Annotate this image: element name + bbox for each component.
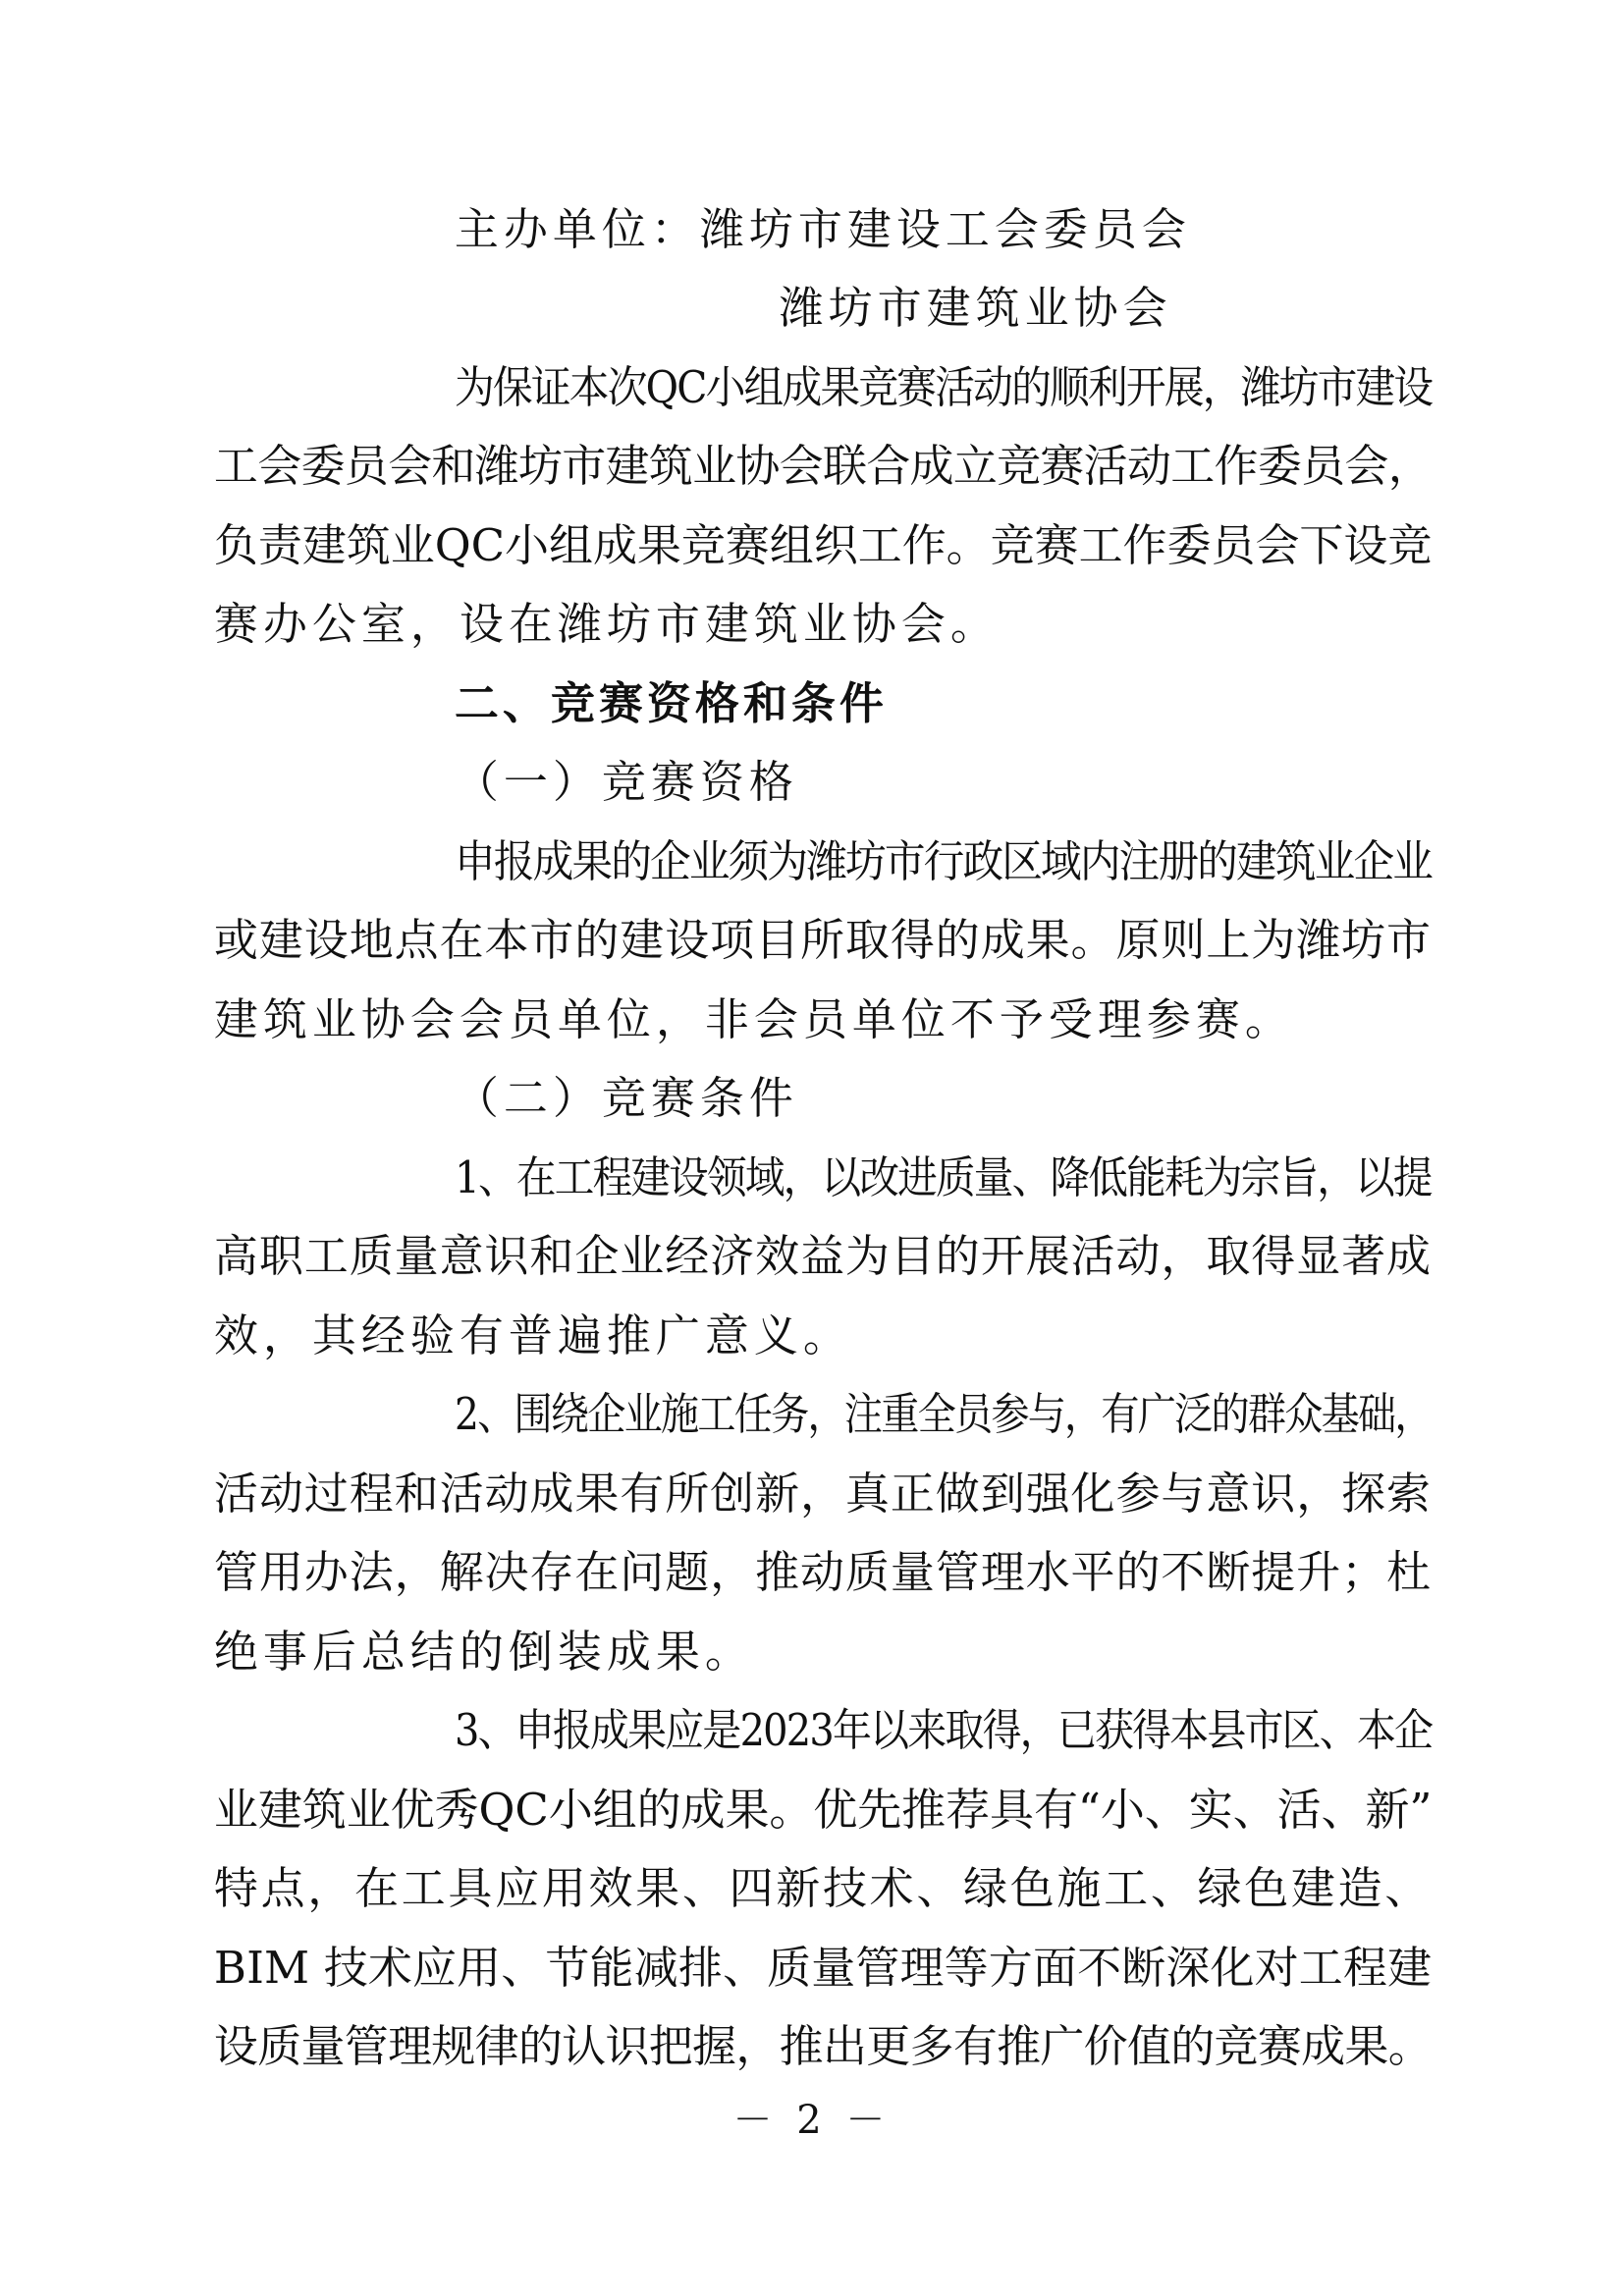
item-3-line-2: 业建筑业优秀QC小组的成果。优先推荐具有“小、实、活、新” (213, 1783, 1433, 1836)
paragraph-1-line-4: 赛办公室，设在潍坊市建筑业协会。 (213, 598, 1000, 651)
item-2-line-1: 2、围绕企业施工任务，注重全员参与，有广泛的群众基础， (454, 1388, 1432, 1441)
item-3-line-4: BIM 技术应用、节能减排、质量管理等方面不断深化对工程建 (213, 1941, 1433, 1994)
paragraph-2-line-1: 申报成果的企业须为潍坊市行政区域内注册的建筑业企业 (454, 834, 1433, 887)
item-1-line-3: 效，其经验有普遍推广意义。 (213, 1308, 852, 1362)
item-3-line-5: 设质量管理规律的认识把握，推出更多有推广价值的竞赛成果。 (213, 2020, 1432, 2073)
organizer-line-2: 潍坊市建筑业协会 (779, 282, 1172, 335)
subsection-2-heading: （二）竞赛条件 (454, 1072, 798, 1125)
item-3-line-1: 3、申报成果应是2023年以来取得，已获得本县市区、本企 (454, 1704, 1433, 1757)
paragraph-2-line-3: 建筑业协会会员单位，非会员单位不予受理参赛。 (213, 992, 1294, 1045)
item-1-line-1: 1、在工程建设领域，以改进质量、降低能耗为宗旨，以提 (454, 1150, 1432, 1203)
paragraph-1-line-3: 负责建筑业QC小组成果竞赛组织工作。竞赛工作委员会下设竞 (213, 518, 1433, 571)
organizer-line-1: 主办单位：潍坊市建设工会委员会 (454, 202, 1191, 255)
item-3-line-3: 特点，在工具应用效果、四新技术、绿色施工、绿色建造、 (213, 1862, 1432, 1915)
paragraph-1-line-2: 工会委员会和潍坊市建筑业协会联合成立竞赛活动工作委员会， (213, 440, 1432, 493)
item-2-line-4: 绝事后总结的倒装成果。 (213, 1625, 754, 1678)
item-2-line-3: 管用办法，解决存在问题，推动质量管理水平的不断提升；杜 (213, 1546, 1432, 1599)
item-2-line-2: 活动过程和活动成果有所创新，真正做到强化参与意识，探索 (213, 1467, 1432, 1520)
subsection-1-heading: （一）竞赛资格 (454, 756, 798, 809)
paragraph-1-line-1: 为保证本次QC小组成果竞赛活动的顺利开展，潍坊市建设 (454, 360, 1433, 413)
page-number: － 2 － (732, 2097, 892, 2143)
section-2-heading: 二、竞赛资格和条件 (454, 676, 888, 729)
item-1-line-2: 高职工质量意识和企业经济效益为目的开展活动，取得显著成 (213, 1230, 1432, 1283)
paragraph-2-line-2: 或建设地点在本市的建设项目所取得的成果。原则上为潍坊市 (213, 914, 1432, 967)
